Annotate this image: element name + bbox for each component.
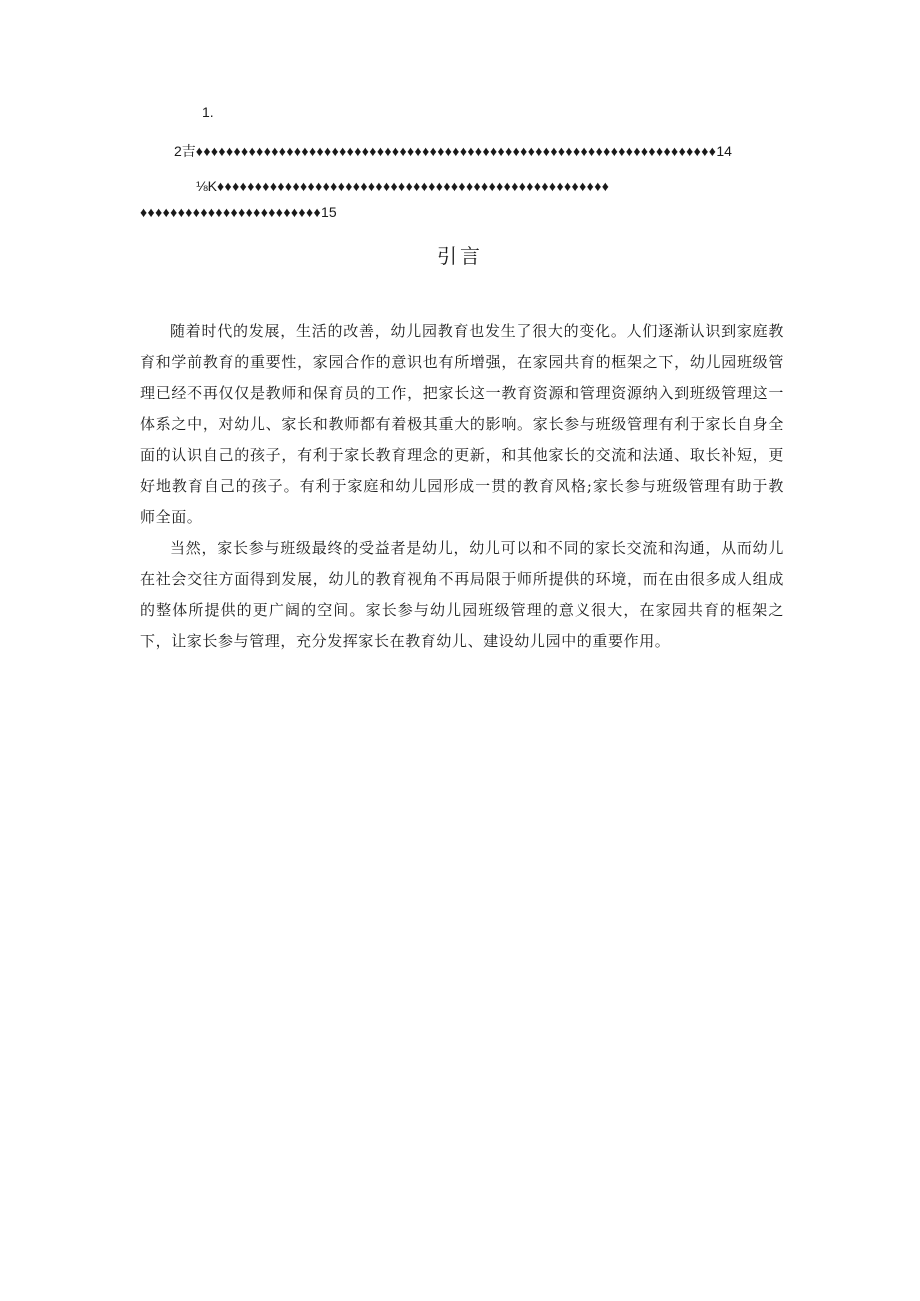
toc-entry-2-leader: ♦♦♦♦♦♦♦♦♦♦♦♦♦♦♦♦♦♦♦♦♦♦♦♦♦♦♦♦♦♦♦♦♦♦♦♦♦♦♦♦♦♦♦♦♦♦♦♦♦♦♦♦♦♦♦♦♦♦♦♦♦♦♦♦♦♦♦♦♦ (195, 143, 717, 159)
toc-entry-2-page: 14 (716, 143, 732, 159)
toc-entry-2-label: 2吉 (174, 143, 196, 159)
toc-entry-3 (196, 178, 609, 194)
section-title: 引言 (437, 244, 483, 268)
toc-entry-3-page: 15 (321, 204, 337, 220)
section-body (140, 316, 784, 657)
toc-entry-2 (174, 141, 732, 161)
paragraph-2: 当然，家长参与班级最终的受益者是幼儿，幼儿可以和不同的家长交流和沟通，从而幼儿在社会交往方面得到发展，幼儿的教育视角不再局限于师所提供的环境，而在由很多成人组成的整体所提供的更广阔的空间。家长参与幼儿园班级管理的意义很大，在家园共育的框架之下，让家长参与管理，充分发挥家长在教育幼儿、建设幼儿园中的重要作用。 (140, 539, 784, 650)
toc-entry-3-leader-continued: ♦♦♦♦♦♦♦♦♦♦♦♦♦♦♦♦♦♦♦♦♦♦♦♦ (140, 204, 322, 220)
toc-entry-3-label: ⅛K (196, 178, 218, 194)
toc-entry-3-leader: ♦♦♦♦♦♦♦♦♦♦♦♦♦♦♦♦♦♦♦♦♦♦♦♦♦♦♦♦♦♦♦♦♦♦♦♦♦♦♦♦♦♦♦♦♦♦♦♦♦♦♦♦ (217, 178, 610, 194)
toc-entry-1 (202, 104, 214, 120)
toc-entry-3-continued (140, 204, 337, 220)
paragraph-1: 随着时代的发展，生活的改善，幼儿园教育也发生了很大的变化。人们逐渐认识到家庭教育和学前教育的重要性，家园合作的意识也有所增强，在家园共育的框架之下，幼儿园班级管理已经不再仅仅是教师和保育员的工作，把家长这一教育资源和管理资源纳入到班级管理这一体系之中，对幼儿、家长和教师都有着极其重大的影响。家长参与班级管理有利于家长自身全面的认识自己的孩子，有利于家长教育理念的更新，和其他家长的交流和法通、取长补短，更好地教育自己的孩子。有利于家庭和幼儿园形成一贯的教育风格;家长参与班级管理有助于教师全面。 (140, 322, 784, 526)
toc-entry-1-number: 1. (202, 104, 214, 120)
